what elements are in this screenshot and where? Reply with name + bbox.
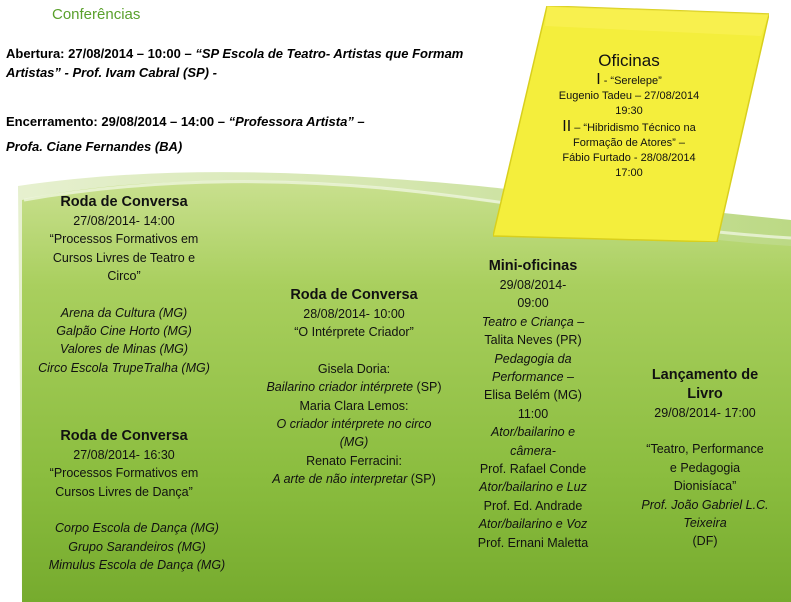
- roda3-heading: Roda de Conversa: [290, 287, 418, 303]
- oficina-1-title: - “Serelepe”: [600, 75, 662, 87]
- encerramento-label: Encerramento: 29/08/2014 – 14:00 –: [6, 114, 229, 129]
- roda3-speaker: Gisela Doria:: [317, 361, 391, 376]
- mini-date: 29/08/2014-: [499, 278, 567, 292]
- oficina-1-time: 19:30: [615, 105, 643, 117]
- livro-heading-2: Livro: [687, 386, 723, 402]
- mini-workshop-instructor: Elisa Belém (MG): [484, 388, 582, 403]
- livro-heading: Lançamento de: [651, 367, 759, 383]
- encerramento-talk: “Professora Artista” –: [228, 114, 365, 129]
- roda1-topic: “Processos Formativos em: [49, 232, 199, 247]
- oficina-1-instructor: Eugenio Tadeu – 27/08/2014: [558, 90, 700, 102]
- mini-heading: Mini-oficinas: [488, 258, 578, 274]
- roda3-state: (MG): [339, 435, 369, 450]
- roda1-topic-2: Cursos Livres de Teatro e: [52, 250, 196, 265]
- roda3-talk: O criador intérprete no circo: [276, 417, 432, 432]
- mini-workshop-title: Ator/bailarino e Luz: [479, 480, 587, 495]
- roda3-topic: “O Intérprete Criador”: [294, 325, 414, 340]
- oficinas-note-text: [548, 50, 710, 181]
- mini-oficinas: [458, 257, 608, 552]
- roda2-topic: “Processos Formativos em: [49, 466, 199, 481]
- roda1-group: Valores de Minas (MG): [59, 342, 189, 357]
- roda3-state: (SP): [413, 380, 442, 395]
- roda2-topic-2: Cursos Livres de Dança”: [55, 484, 193, 499]
- roda-conversa-3: [250, 286, 458, 489]
- abertura-line-2: [6, 64, 217, 82]
- livro-date: 29/08/2014- 17:00: [654, 406, 756, 420]
- mini-time: 09:00: [517, 296, 549, 311]
- abertura-speaker: Artistas” - Prof. Ivam Cabral (SP) -: [6, 65, 217, 80]
- encerramento-line-2: [6, 138, 182, 156]
- roda1-topic-3: Circo”: [107, 269, 141, 284]
- abertura-line-1: [6, 45, 463, 63]
- oficina-2-time: 17:00: [615, 167, 643, 179]
- roda3-state: (SP): [407, 472, 436, 487]
- roda2-heading: Roda de Conversa: [60, 428, 188, 444]
- roda-conversa-2: [22, 427, 252, 574]
- encerramento-line-1: [6, 113, 365, 131]
- mini-workshop-title: Ator/bailarino e Voz: [478, 517, 588, 532]
- mini-workshop-instructor: Talita Neves (PR): [484, 333, 582, 348]
- roda3-speaker: Renato Ferracini:: [306, 453, 402, 468]
- oficinas-title: Oficinas: [598, 51, 660, 70]
- mini-workshop-title: Teatro e Criança –: [481, 314, 585, 329]
- roda3-talk: Bailarino criador intérprete: [266, 380, 414, 395]
- abertura-talk: “SP Escola de Teatro- Artistas que Formam: [195, 46, 464, 61]
- livro-title: “Teatro, Performance: [646, 442, 764, 457]
- roda1-group: Circo Escola TrupeTralha (MG): [38, 360, 210, 375]
- roda2-group: Mimulus Escola de Dança (MG): [48, 558, 226, 573]
- roda-conversa-1: [22, 193, 226, 377]
- roda1-heading: Roda de Conversa: [60, 194, 188, 210]
- mini-workshop-title: Performance –: [492, 370, 574, 385]
- roda3-date: 28/08/2014- 10:00: [303, 307, 405, 321]
- roda1-date: 27/08/2014- 14:00: [73, 214, 175, 228]
- oficina-2-title-cont: Formação de Atores” –: [573, 137, 685, 149]
- livro-author-state: (DF): [692, 534, 718, 549]
- mini-workshop-instructor: Prof. Rafael Conde: [479, 462, 587, 477]
- page-title: Conferências: [52, 6, 141, 23]
- encerramento-speaker: Profa. Ciane Fernandes (BA): [6, 139, 183, 154]
- livro-title: e Pedagogia: [669, 460, 741, 475]
- roda1-group: Galpão Cine Horto (MG): [56, 324, 192, 339]
- roda3-talk: A arte de não interpretar: [272, 472, 408, 487]
- mini-workshop-instructor: Prof. Ed. Andrade: [483, 498, 583, 513]
- roda3-speaker: Maria Clara Lemos:: [299, 398, 409, 413]
- mini-workshop-title: Ator/bailarino e: [490, 425, 576, 440]
- mini-workshop-title: câmera-: [510, 443, 556, 458]
- abertura-label: Abertura: 27/08/2014 – 10:00 –: [6, 46, 196, 61]
- oficina-2-number: II: [562, 118, 572, 135]
- mini-workshop-instructor: Prof. Ernani Maletta: [477, 535, 589, 550]
- oficina-2-title: – “Hibridismo Técnico na: [571, 122, 696, 134]
- mini-workshop-title: Pedagogia da: [494, 351, 572, 366]
- oficina-2-instructor: Fábio Furtado - 28/08/2014: [562, 152, 696, 164]
- roda2-date: 27/08/2014- 16:30: [73, 448, 175, 462]
- livro-author: Prof. João Gabriel L.C.: [641, 497, 769, 512]
- livro-title: Dionisíaca”: [673, 479, 737, 494]
- oficina-1-number: I: [596, 71, 601, 88]
- mini-time: 11:00: [517, 406, 549, 421]
- livro-author: Teixeira: [683, 516, 727, 531]
- lancamento-livro: [630, 366, 780, 551]
- roda1-group: Arena da Cultura (MG): [60, 305, 188, 320]
- roda2-group: Corpo Escola de Dança (MG): [55, 521, 219, 536]
- roda2-group: Grupo Sarandeiros (MG): [68, 539, 206, 554]
